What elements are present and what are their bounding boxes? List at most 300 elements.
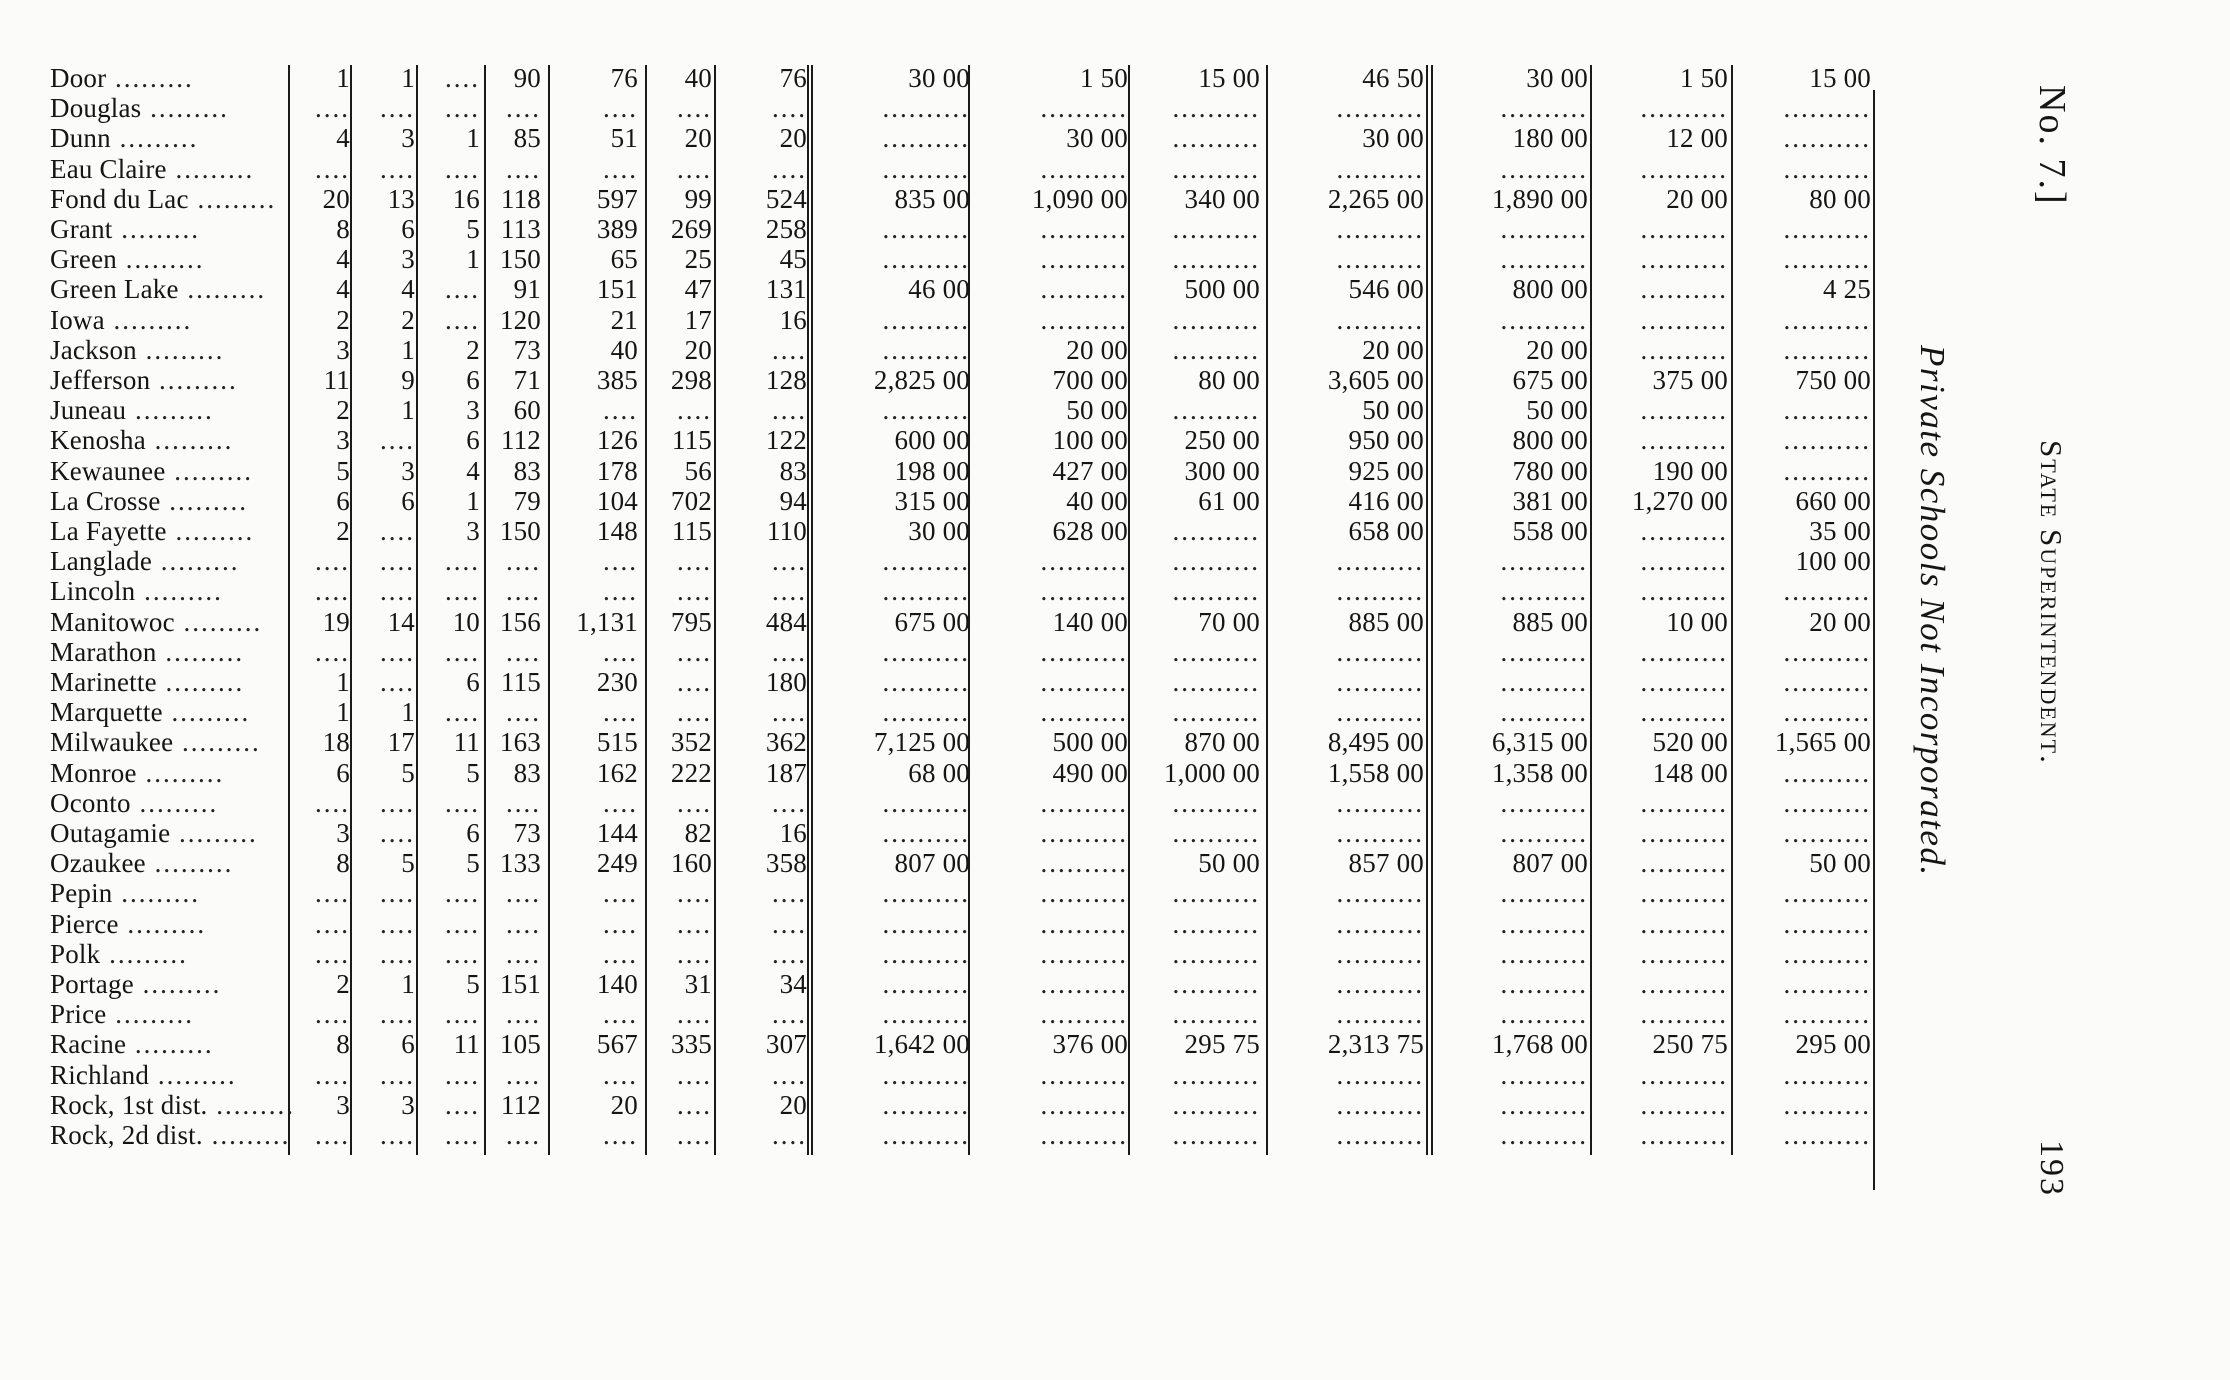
empty-cell-leader: .......... <box>1336 969 1424 999</box>
empty-cell-leader: .......... <box>1783 818 1871 848</box>
dot-leader: ......... <box>207 1089 296 1120</box>
empty-cell-leader: .... <box>315 576 350 607</box>
table-cell: 1 <box>336 697 350 728</box>
table-cell: 1 50 <box>1079 63 1128 93</box>
empty-cell-leader: .......... <box>1783 636 1871 667</box>
dot-leader: ......... <box>188 183 277 214</box>
empty-cell-leader: .......... <box>1172 667 1260 697</box>
empty-cell-leader: .... <box>380 153 415 184</box>
column-rule <box>1873 90 1875 1190</box>
empty-cell-leader: .......... <box>1500 636 1588 667</box>
table-cell: 675 00 <box>894 606 970 637</box>
table-cell: 6 <box>336 757 350 788</box>
empty-cell-leader: .......... <box>882 999 970 1030</box>
empty-cell-leader: .......... <box>1783 93 1871 124</box>
empty-cell-leader: .......... <box>1336 1120 1424 1150</box>
table-cell: 150 <box>499 516 541 546</box>
empty-cell-leader: .... <box>445 697 480 728</box>
county-name: Juneau ......... <box>50 395 214 426</box>
dot-leader: ......... <box>118 908 207 939</box>
table-cell: 520 00 <box>1652 727 1728 758</box>
empty-cell-leader: .... <box>677 576 712 607</box>
table-cell: 50 00 <box>1362 395 1424 426</box>
empty-cell-leader: .......... <box>882 787 970 818</box>
table-cell: 800 00 <box>1512 274 1588 305</box>
table-cell: 30 00 <box>908 516 970 546</box>
table-cell: 20 <box>779 1089 807 1120</box>
table-cell: 73 <box>513 818 541 848</box>
empty-cell-leader: .......... <box>1500 304 1588 335</box>
table-cell: 17 <box>387 727 415 758</box>
table-cell: 112 <box>500 425 541 456</box>
empty-cell-leader: .... <box>315 93 350 124</box>
table-cell: 1 <box>401 334 415 365</box>
table-cell: 94 <box>779 485 807 516</box>
empty-cell-leader: .......... <box>1783 1120 1871 1150</box>
empty-cell-leader: .... <box>445 274 480 305</box>
table-cell: 362 <box>765 727 807 758</box>
table-cell: 250 75 <box>1652 1029 1728 1060</box>
table-cell: 85 <box>513 123 541 154</box>
empty-cell-leader: .... <box>603 93 638 124</box>
running-head: State Superintendent. <box>2034 440 2069 765</box>
empty-cell-leader: .......... <box>882 969 970 999</box>
table-cell: 79 <box>513 485 541 516</box>
table-cell: 178 <box>596 455 638 486</box>
empty-cell-leader: .......... <box>1640 93 1728 124</box>
column-rule <box>350 65 352 1155</box>
empty-cell-leader: .......... <box>1640 153 1728 184</box>
table-cell: 20 <box>322 183 350 214</box>
table-cell: 340 00 <box>1184 183 1260 214</box>
table-cell: 180 00 <box>1512 123 1588 154</box>
empty-cell-leader: .... <box>772 636 807 667</box>
dot-leader: ......... <box>152 546 240 577</box>
empty-cell-leader: .......... <box>1040 787 1128 818</box>
empty-cell-leader: .... <box>677 395 712 426</box>
table-cell: 16 <box>779 818 807 848</box>
empty-cell-leader: .... <box>677 1120 712 1150</box>
county-name: Pepin ......... <box>50 878 201 909</box>
table-cell: 118 <box>500 183 541 214</box>
empty-cell-leader: .......... <box>1640 938 1728 969</box>
county-name: Pierce ......... <box>50 908 207 939</box>
empty-cell-leader: .......... <box>1172 787 1260 818</box>
table-cell: 295 75 <box>1184 1029 1260 1060</box>
table-cell: 4 <box>466 455 480 486</box>
table-cell: 163 <box>499 727 541 758</box>
empty-cell-leader: .......... <box>1500 999 1588 1030</box>
empty-cell-leader: .......... <box>1783 214 1871 244</box>
empty-cell-leader: .......... <box>882 818 970 848</box>
dot-leader: ......... <box>149 1059 237 1090</box>
table-cell: 5 <box>466 848 480 879</box>
empty-cell-leader: .... <box>772 787 807 818</box>
table-cell: 500 00 <box>1052 727 1128 758</box>
table-cell: 160 <box>670 848 712 879</box>
table-cell: 1,565 00 <box>1774 727 1871 758</box>
table-cell: 1 <box>401 697 415 728</box>
empty-cell-leader: .......... <box>1172 818 1260 848</box>
table-cell: 16 <box>779 304 807 335</box>
empty-cell-leader: .......... <box>1172 395 1260 426</box>
table-cell: 660 00 <box>1795 485 1871 516</box>
table-cell: 68 00 <box>908 757 970 788</box>
empty-cell-leader: .... <box>603 938 638 969</box>
table-cell: 1,558 00 <box>1327 757 1424 788</box>
table-cell: 3,605 00 <box>1327 365 1424 395</box>
empty-cell-leader: .... <box>772 908 807 939</box>
empty-cell-leader: .......... <box>1336 93 1424 124</box>
document-number: No. 7.] <box>2031 85 2073 206</box>
table-cell: 950 00 <box>1348 425 1424 456</box>
table-cell: 112 <box>500 1089 541 1120</box>
table-cell: 100 00 <box>1052 425 1128 456</box>
empty-cell-leader: .......... <box>1040 244 1128 275</box>
dot-leader: ......... <box>150 365 238 395</box>
county-name: Ozaukee ......... <box>50 848 234 879</box>
table-cell: 250 00 <box>1184 425 1260 456</box>
table-cell: 6 <box>466 667 480 697</box>
table-cell: 925 00 <box>1348 455 1424 486</box>
table-cell: 6,315 00 <box>1491 727 1588 758</box>
table-cell: 490 00 <box>1052 757 1128 788</box>
empty-cell-leader: .......... <box>1500 93 1588 124</box>
empty-cell-leader: .......... <box>1640 395 1728 426</box>
empty-cell-leader: .......... <box>1172 1059 1260 1090</box>
table-cell: 3 <box>401 1089 415 1120</box>
dot-leader: ......... <box>165 455 254 486</box>
table-cell: 2 <box>336 395 350 426</box>
table-cell: 20 00 <box>1809 606 1871 637</box>
empty-cell-leader: .......... <box>1040 848 1128 879</box>
empty-cell-leader: .......... <box>1640 667 1728 697</box>
empty-cell-leader: .......... <box>1336 576 1424 607</box>
empty-cell-leader: .......... <box>1640 878 1728 909</box>
table-cell: 50 00 <box>1526 395 1588 426</box>
table-cell: 885 00 <box>1348 606 1424 637</box>
table-cell: 4 <box>401 274 415 305</box>
table-cell: 90 <box>513 63 541 93</box>
empty-cell-leader: .... <box>603 878 638 909</box>
table-cell: 60 <box>513 395 541 426</box>
empty-cell-leader: .... <box>677 908 712 939</box>
table-cell: 2 <box>336 304 350 335</box>
table-cell: 30 00 <box>1362 123 1424 154</box>
empty-cell-leader: .......... <box>1172 214 1260 244</box>
empty-cell-leader: .......... <box>1172 878 1260 909</box>
table-cell: 150 <box>499 244 541 275</box>
county-name: La Fayette ......... <box>50 516 255 546</box>
empty-cell-leader: .......... <box>1640 334 1728 365</box>
table-cell: 258 <box>765 214 807 244</box>
empty-cell-leader: .... <box>677 93 712 124</box>
table-cell: 307 <box>765 1029 807 1060</box>
table-cell: 515 <box>596 727 638 758</box>
empty-cell-leader: .......... <box>882 1059 970 1090</box>
dot-leader: ......... <box>106 999 194 1030</box>
county-name: Door ......... <box>50 63 194 93</box>
table-cell: 110 <box>766 516 807 546</box>
dot-leader: ......... <box>141 93 229 124</box>
empty-cell-leader: .......... <box>1640 516 1728 546</box>
empty-cell-leader: .......... <box>1640 969 1728 999</box>
table-cell: 5 <box>466 214 480 244</box>
table-cell: 13 <box>387 183 415 214</box>
table-cell: 18 <box>322 727 350 758</box>
empty-cell-leader: .......... <box>1640 214 1728 244</box>
table-cell: 73 <box>513 334 541 365</box>
empty-cell-leader: .......... <box>1040 153 1128 184</box>
table-cell: 46 00 <box>908 274 970 305</box>
empty-cell-leader: .......... <box>1040 274 1128 305</box>
table-cell: 885 00 <box>1512 606 1588 637</box>
empty-cell-leader: .... <box>315 999 350 1030</box>
empty-cell-leader: .......... <box>1640 999 1728 1030</box>
table-cell: 16 <box>452 183 480 214</box>
table-cell: 230 <box>596 667 638 697</box>
empty-cell-leader: .......... <box>882 395 970 426</box>
empty-cell-leader: .... <box>506 999 541 1030</box>
table-cell: 20 00 <box>1526 334 1588 365</box>
dot-leader: ......... <box>202 1120 291 1150</box>
empty-cell-leader: .... <box>380 999 415 1030</box>
table-cell: 1,090 00 <box>1031 183 1128 214</box>
empty-cell-leader: .......... <box>1336 787 1424 818</box>
empty-cell-leader: .... <box>445 787 480 818</box>
table-cell: 1 50 <box>1679 63 1728 93</box>
table-cell: 133 <box>499 848 541 879</box>
table-cell: 3 <box>336 334 350 365</box>
table-cell: 7,125 00 <box>873 727 970 758</box>
table-cell: 2 <box>466 334 480 365</box>
table-cell: 1 <box>401 395 415 426</box>
empty-cell-leader: .... <box>315 1059 350 1090</box>
table-cell: 8 <box>336 1029 350 1060</box>
empty-cell-leader: .......... <box>1640 244 1728 275</box>
empty-cell-leader: .......... <box>1336 878 1424 909</box>
table-cell: 148 00 <box>1652 757 1728 788</box>
empty-cell-leader: .......... <box>1783 787 1871 818</box>
empty-cell-leader: .......... <box>1040 1120 1128 1150</box>
table-cell: 269 <box>670 214 712 244</box>
table-cell: 376 00 <box>1052 1029 1128 1060</box>
empty-cell-leader: .......... <box>1640 908 1728 939</box>
empty-cell-leader: .......... <box>882 938 970 969</box>
dot-leader: ......... <box>166 153 255 184</box>
dot-leader: ......... <box>178 274 267 305</box>
empty-cell-leader: .... <box>677 546 712 577</box>
empty-cell-leader: .... <box>506 636 541 667</box>
empty-cell-leader: .......... <box>1500 576 1588 607</box>
table-cell: 83 <box>513 455 541 486</box>
empty-cell-leader: .... <box>772 938 807 969</box>
empty-cell-leader: .... <box>603 153 638 184</box>
empty-cell-leader: .......... <box>1172 516 1260 546</box>
empty-cell-leader: .... <box>445 93 480 124</box>
table-cell: 12 00 <box>1666 123 1728 154</box>
table-cell: 1,358 00 <box>1491 757 1588 788</box>
empty-cell-leader: .... <box>677 1089 712 1120</box>
empty-cell-leader: .......... <box>1783 425 1871 456</box>
table-cell: 484 <box>765 606 807 637</box>
table-cell: 1,768 00 <box>1491 1029 1588 1060</box>
table-cell: 50 00 <box>1198 848 1260 879</box>
empty-cell-leader: .......... <box>1640 425 1728 456</box>
empty-cell-leader: .......... <box>1040 969 1128 999</box>
empty-cell-leader: .......... <box>1172 244 1260 275</box>
county-name: Langlade ......... <box>50 546 240 577</box>
empty-cell-leader: .......... <box>1040 1059 1128 1090</box>
county-name: Iowa ......... <box>50 304 193 335</box>
table-cell: 50 00 <box>1809 848 1871 879</box>
empty-cell-leader: .......... <box>882 697 970 728</box>
dot-leader: ......... <box>110 123 199 154</box>
dot-leader: ......... <box>145 425 234 456</box>
empty-cell-leader: .... <box>603 1059 638 1090</box>
empty-cell-leader: .......... <box>1336 697 1424 728</box>
table-cell: 500 00 <box>1184 274 1260 305</box>
empty-cell-leader: .... <box>506 938 541 969</box>
county-name: Marinette ......... <box>50 667 245 697</box>
empty-cell-leader: .......... <box>1336 304 1424 335</box>
table-cell: 151 <box>499 969 541 999</box>
empty-cell-leader: .... <box>506 1120 541 1150</box>
empty-cell-leader: .... <box>315 938 350 969</box>
table-cell: 30 00 <box>1526 63 1588 93</box>
table-cell: 1 <box>401 63 415 93</box>
dot-leader: ......... <box>162 697 251 728</box>
county-name: Manitowoc ......... <box>50 606 263 637</box>
table-cell: 190 00 <box>1652 455 1728 486</box>
empty-cell-leader: .......... <box>882 214 970 244</box>
dot-leader: ......... <box>112 878 201 909</box>
empty-cell-leader: .......... <box>1640 787 1728 818</box>
table-cell: 187 <box>765 757 807 788</box>
table-cell: 6 <box>401 214 415 244</box>
empty-cell-leader: .......... <box>1040 818 1128 848</box>
table-cell: 3 <box>401 123 415 154</box>
empty-cell-leader: .......... <box>1172 1089 1260 1120</box>
table-cell: 128 <box>765 365 807 395</box>
table-cell: 20 00 <box>1666 183 1728 214</box>
table-cell: 151 <box>596 274 638 305</box>
table-cell: 600 00 <box>894 425 970 456</box>
table-cell: 628 00 <box>1052 516 1128 546</box>
county-name: Outagamie ......... <box>50 818 258 848</box>
table-cell: 6 <box>401 1029 415 1060</box>
table-cell: 702 <box>670 485 712 516</box>
empty-cell-leader: .......... <box>1172 93 1260 124</box>
empty-cell-leader: .......... <box>1040 878 1128 909</box>
table-cell: 14 <box>387 606 415 637</box>
county-name: Jefferson ......... <box>50 365 238 395</box>
empty-cell-leader: .......... <box>1172 576 1260 607</box>
table-cell: 76 <box>779 63 807 93</box>
empty-cell-leader: .......... <box>1500 938 1588 969</box>
table-cell: 51 <box>610 123 638 154</box>
county-name: Lincoln ......... <box>50 576 223 607</box>
empty-cell-leader: .... <box>506 153 541 184</box>
empty-cell-leader: .......... <box>1640 304 1728 335</box>
empty-cell-leader: .... <box>506 878 541 909</box>
empty-cell-leader: .......... <box>1040 546 1128 577</box>
table-cell: 122 <box>765 425 807 456</box>
table-cell: 156 <box>499 606 541 637</box>
empty-cell-leader: .......... <box>882 636 970 667</box>
empty-cell-leader: .... <box>603 999 638 1030</box>
empty-cell-leader: .......... <box>1783 455 1871 486</box>
empty-cell-leader: .... <box>677 999 712 1030</box>
empty-cell-leader: .... <box>772 546 807 577</box>
county-name: Marquette ......... <box>50 697 251 728</box>
table-cell: 1 <box>401 969 415 999</box>
empty-cell-leader: .... <box>772 1059 807 1090</box>
empty-cell-leader: .......... <box>1640 818 1728 848</box>
empty-cell-leader: .......... <box>1040 93 1128 124</box>
empty-cell-leader: .... <box>380 636 415 667</box>
table-cell: 8,495 00 <box>1327 727 1424 758</box>
table-cell: 3 <box>466 395 480 426</box>
dot-leader: ......... <box>100 938 188 969</box>
empty-cell-leader: .......... <box>882 334 970 365</box>
empty-cell-leader: .......... <box>1500 1120 1588 1150</box>
empty-cell-leader: .... <box>677 667 712 697</box>
empty-cell-leader: .... <box>772 1120 807 1150</box>
table-cell: 6 <box>466 425 480 456</box>
table-cell: 1,000 00 <box>1163 757 1260 788</box>
dot-leader: ......... <box>170 818 258 848</box>
empty-cell-leader: .... <box>445 1120 480 1150</box>
table-cell: 4 <box>336 123 350 154</box>
empty-cell-leader: .... <box>380 1120 415 1150</box>
table-cell: 315 00 <box>894 485 970 516</box>
table-cell: 800 00 <box>1512 425 1588 456</box>
empty-cell-leader: .......... <box>1783 244 1871 275</box>
empty-cell-leader: .......... <box>1172 969 1260 999</box>
empty-cell-leader: .......... <box>1336 908 1424 939</box>
table-cell: 381 00 <box>1512 485 1588 516</box>
county-name: Monroe ......... <box>50 757 225 788</box>
table-cell: 249 <box>596 848 638 879</box>
table-cell: 8 <box>336 214 350 244</box>
county-name: Green ......... <box>50 244 205 275</box>
empty-cell-leader: .......... <box>1783 1059 1871 1090</box>
dot-leader: ......... <box>156 667 245 697</box>
empty-cell-leader: .......... <box>1783 1089 1871 1120</box>
table-cell: 4 <box>336 244 350 275</box>
empty-cell-leader: .......... <box>1172 636 1260 667</box>
empty-cell-leader: .......... <box>1336 999 1424 1030</box>
table-cell: 358 <box>765 848 807 879</box>
table-cell: 6 <box>466 365 480 395</box>
county-name: Jackson ......... <box>50 334 225 365</box>
table-cell: 1,642 00 <box>873 1029 970 1060</box>
empty-cell-leader: .......... <box>1172 697 1260 728</box>
table-cell: 389 <box>596 214 638 244</box>
empty-cell-leader: .... <box>445 1089 480 1120</box>
table-cell: 21 <box>610 304 638 335</box>
table-cell: 30 00 <box>1066 123 1128 154</box>
empty-cell-leader: .... <box>380 1059 415 1090</box>
empty-cell-leader: .......... <box>1640 1059 1728 1090</box>
empty-cell-leader: .......... <box>1500 1059 1588 1090</box>
county-name: Oconto ......... <box>50 787 219 818</box>
empty-cell-leader: .... <box>380 425 415 456</box>
table-cell: 2,313 75 <box>1327 1029 1424 1060</box>
empty-cell-leader: .......... <box>1040 667 1128 697</box>
table-cell: 20 <box>684 334 712 365</box>
